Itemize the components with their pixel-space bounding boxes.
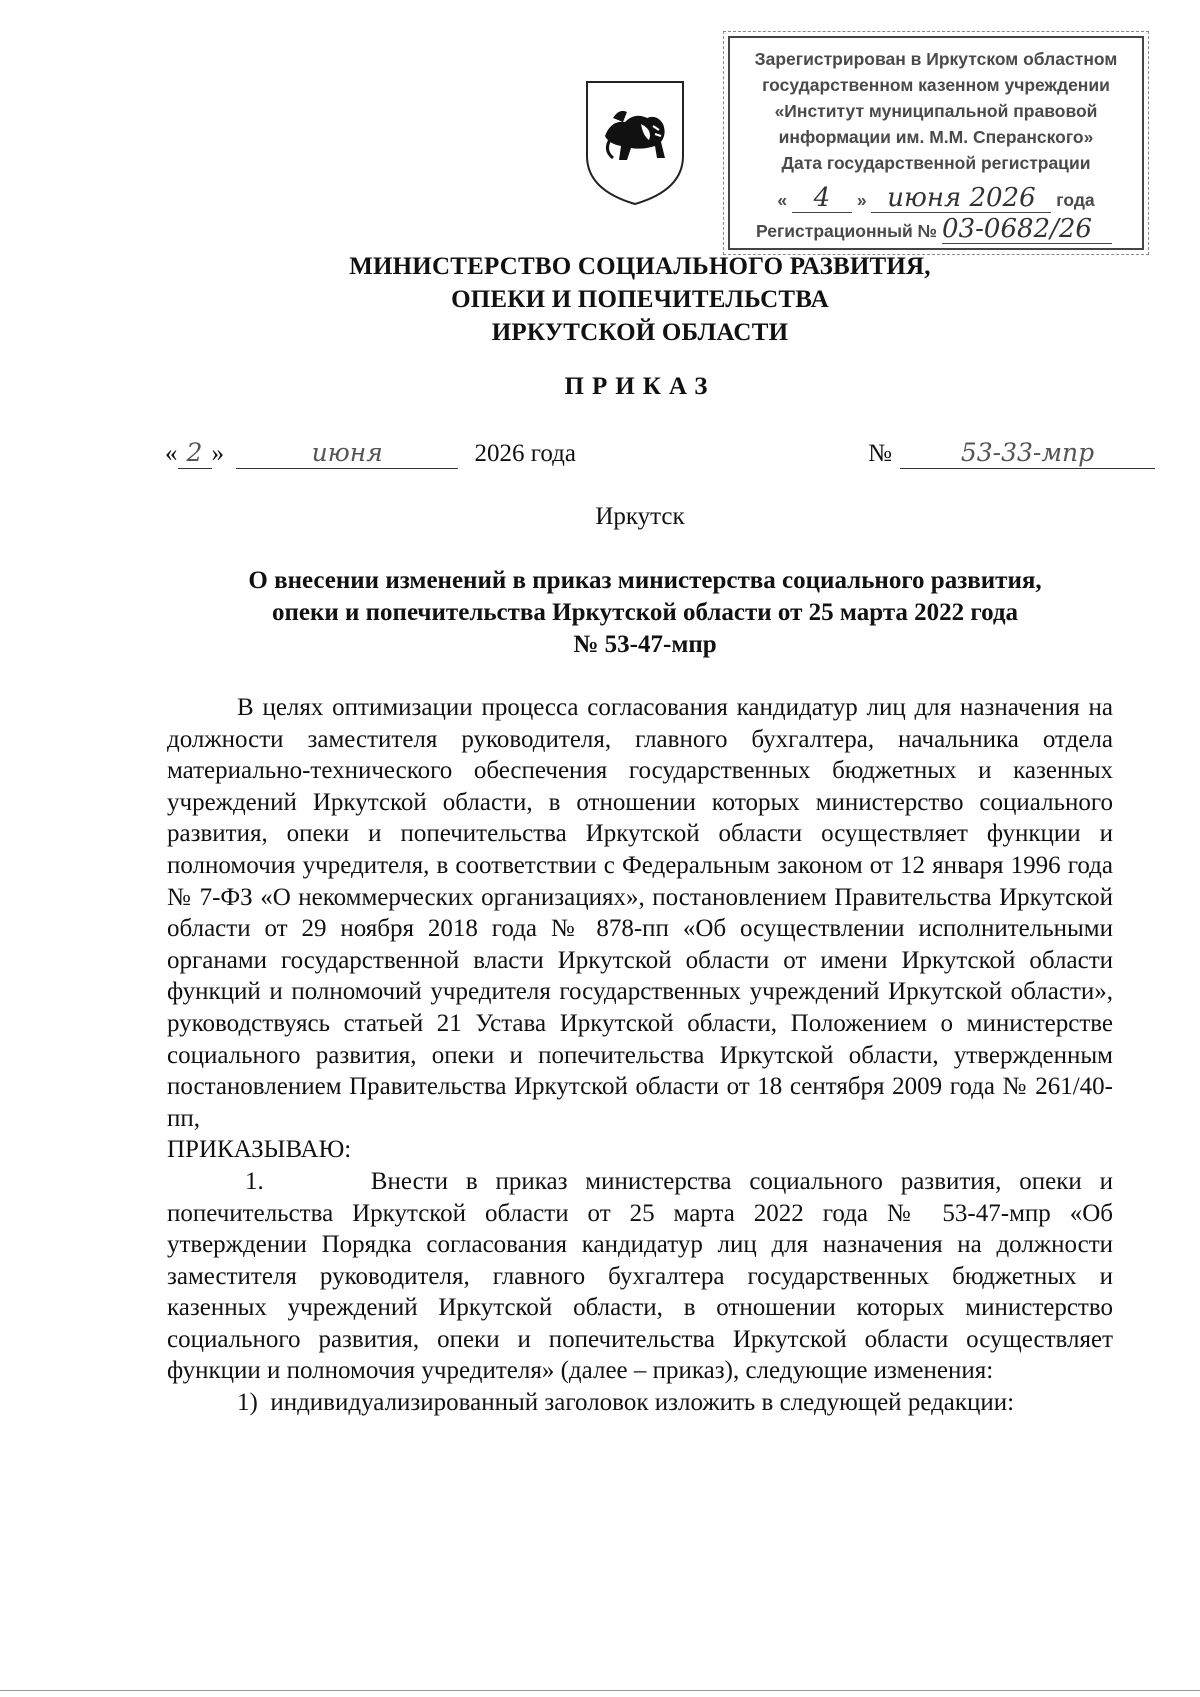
- order-number-handwritten: 53-33-мпр: [900, 438, 1155, 469]
- registration-stamp: [728, 36, 1144, 250]
- irkutsk-coat-of-arms-icon: [583, 78, 687, 208]
- order-month-handwritten: июня: [236, 438, 458, 469]
- city-name: Иркутск: [595, 503, 685, 530]
- stamp-line: Зарегистрирован в Иркутском областном: [754, 49, 1118, 69]
- stamp-line: Дата государственной регистрации: [781, 153, 1091, 173]
- stamp-day-handwritten: 4: [792, 184, 852, 213]
- order-date: « 2 » июня 2026 года: [165, 438, 576, 467]
- stamp-line: информации им. М.М. Сперанского»: [778, 127, 1094, 147]
- stamp-line: государственном казенном учреждении: [762, 75, 1110, 95]
- stamp-registration-number: Регистрационный № 03-0682/26: [730, 215, 1142, 244]
- stamp-reg-number-handwritten: 03-0682/26: [942, 215, 1112, 244]
- stamp-registration-date: « 4 » июня 2026 года: [777, 183, 1095, 213]
- decree-word: ПРИКАЗЫВАЮ:: [167, 1136, 352, 1164]
- order-day-handwritten: 2: [178, 438, 212, 469]
- page-bottom-edge: [0, 1690, 1200, 1691]
- stamp-month-year-handwritten: июня 2026: [871, 184, 1051, 213]
- stamp-line: «Институт муниципальной правовой: [774, 101, 1098, 121]
- order-title: ПРИКАЗ: [564, 373, 716, 400]
- order-year: 2026 года: [474, 440, 576, 467]
- order-number: № 53-33-мпр: [868, 438, 1155, 469]
- preamble-paragraph: В целях оптимизации процесса согласования кандидатур лиц для назначения на должности заместителя руководителя, главного бухгалтера, начальника отдела материально-технического обеспечения государственных бюджетных и казенных учреждений Иркутской области, в отношении которых министерство социального развития, опеки и попечительства Иркутской области осуществляет функции и полномочия учредителя, в соответствии с Федеральным законом от 12 января 1996 года № 7-ФЗ «О некоммерческих организациях», постановлением Правительства Иркутской области от 29 ноября 2018 года № 878-пп «Об осуществлении исполнительными органами государственной власти Иркутской области от имени Иркутской области функций и полномочий учредителя государственных учреждений Иркутской области», руководствуясь статьей 21 Устава Иркутской области, Положением о министерстве социального развития, опеки и попечительства Иркутской области, утвержденным постановлением Правительства Иркутской области от 18 сентября 2009 года № 261/40-пп,: [167, 694, 1113, 1132]
- subitem-1-paragraph: 1) индивидуализированный заголовок изложить в следующей редакции:: [237, 1389, 1015, 1417]
- order-body: [167, 692, 1113, 1419]
- ministry-name: МИНИСТЕРСТВО СОЦИАЛЬНОГО РАЗВИТИЯ, ОПЕКИ И ПОПЕЧИТЕЛЬСТВА ИРКУТСКОЙ ОБЛАСТИ: [349, 253, 931, 346]
- order-date-number-row: [165, 438, 1155, 478]
- item-1-paragraph: 1. Внести в приказ министерства социального развития, опеки и попечительства Иркутской области от 25 марта 2022 года № 53-47-мпр «Об утверждении Порядка согласования кандидатур лиц для назначения на должности заместителя руководителя, главного бухгалтера государственных бюджетных и казенных учреждений Иркутской области, в отношении которых министерство социального развития, опеки и попечительства Иркутской области осуществляет функции и полномочия учредителя» (далее – приказ), следующие изменения:: [167, 1167, 1113, 1385]
- order-subject: О внесении изменений в приказ министерства социального развития, опеки и попечительства Иркутской области от 25 марта 2022 года № 53-47-мпр: [248, 567, 1042, 658]
